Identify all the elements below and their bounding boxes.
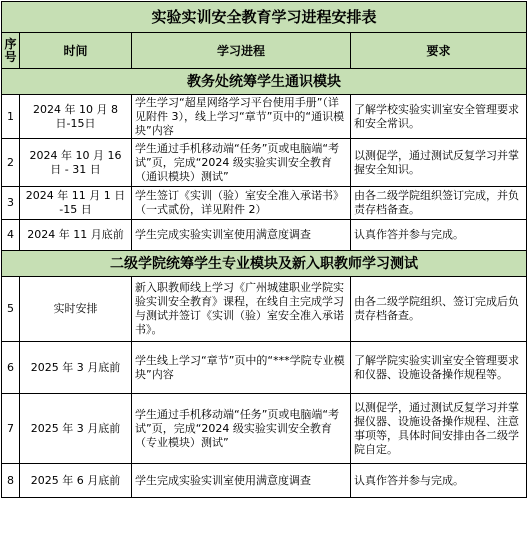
title-row: [2, 2, 527, 33]
table-row: [2, 464, 527, 498]
row-time: 2025 年 3 月底前: [20, 394, 132, 464]
table-row: [2, 277, 527, 342]
header-time: 时间: [20, 33, 132, 69]
section-label: 二级学院统筹学生专业模块及新入职教师学习测试: [2, 251, 527, 277]
row-no: 7: [2, 394, 20, 464]
table-row: [2, 342, 527, 394]
header-requirement: 要求: [351, 33, 527, 69]
row-no: 3: [2, 187, 20, 220]
row-requirement: 了解学院实验实训室安全管理要求和仪器、设施设备操作规程等。: [351, 342, 527, 394]
table-row: [2, 394, 527, 464]
row-no: 6: [2, 342, 20, 394]
row-requirement: 认真作答并参与完成。: [351, 220, 527, 251]
table-title: 实验实训安全教育学习进程安排表: [2, 2, 527, 33]
row-time: 2024 年 10 月 16 日 - 31 日: [20, 139, 132, 187]
row-no: 2: [2, 139, 20, 187]
row-content: 学生学习“超星网络学习平台使用手册”（详见附件 3），线上学习“章节”页中的“通识模块”内容: [132, 95, 351, 139]
row-no: 1: [2, 95, 20, 139]
row-content: 新入职教师线上学习《广州城建职业学院实验实训安全教育》课程，在线自主完成学习与测试并签订《实训（验）室安全准入承诺书》。: [132, 277, 351, 342]
row-requirement: 认真作答并参与完成。: [351, 464, 527, 498]
row-content: 学生签订《实训（验）室安全准入承诺书》（一式贰份，详见附件 2）: [132, 187, 351, 220]
row-requirement: 以测促学，通过测试反复学习并掌握安全知识。: [351, 139, 527, 187]
row-requirement: 以测促学，通过测试反复学习并掌握仪器、设施设备操作规程、注意事项等，具体时间安排由各二级学院自定。: [351, 394, 527, 464]
row-requirement: 由各二级学院组织签订完成，并负责存档备查。: [351, 187, 527, 220]
header-no: 序号: [2, 33, 20, 69]
row-content: 学生通过手机移动端“任务”页或电脑端“考试”页，完成“2024 级实验实训安全教育（专业模块）测试”: [132, 394, 351, 464]
row-time: 2025 年 6 月底前: [20, 464, 132, 498]
row-no: 4: [2, 220, 20, 251]
row-time: 2024 年 11 月底前: [20, 220, 132, 251]
row-time: 2025 年 3 月底前: [20, 342, 132, 394]
row-time: 实时安排: [20, 277, 132, 342]
row-time: 2024 年 11 月 1 日 -15 日: [20, 187, 132, 220]
row-no: 8: [2, 464, 20, 498]
row-content: 学生完成实验实训室使用满意度调查: [132, 220, 351, 251]
table-row: [2, 139, 527, 187]
section-label: 教务处统筹学生通识模块: [2, 69, 527, 95]
row-content: 学生通过手机移动端“任务”页或电脑端“考试”页，完成“2024 级实验实训安全教育（通识模块）测试”: [132, 139, 351, 187]
row-requirement: 了解学校实验实训室安全管理要求和安全常识。: [351, 95, 527, 139]
schedule-sheet: [1, 1, 526, 498]
section-row: [2, 251, 527, 277]
row-time: 2024 年 10 月 8 日-15日: [20, 95, 132, 139]
schedule-table: [1, 1, 527, 498]
table-row: [2, 220, 527, 251]
table-row: [2, 95, 527, 139]
table-row: [2, 187, 527, 220]
header-content: 学习进程: [132, 33, 351, 69]
section-row: [2, 69, 527, 95]
row-no: 5: [2, 277, 20, 342]
row-content: 学生完成实验实训室使用满意度调查: [132, 464, 351, 498]
row-content: 学生线上学习“章节”页中的“***学院专业模块”内容: [132, 342, 351, 394]
header-row: [2, 33, 527, 69]
row-requirement: 由各二级学院组织、签订完成后负责存档备查。: [351, 277, 527, 342]
